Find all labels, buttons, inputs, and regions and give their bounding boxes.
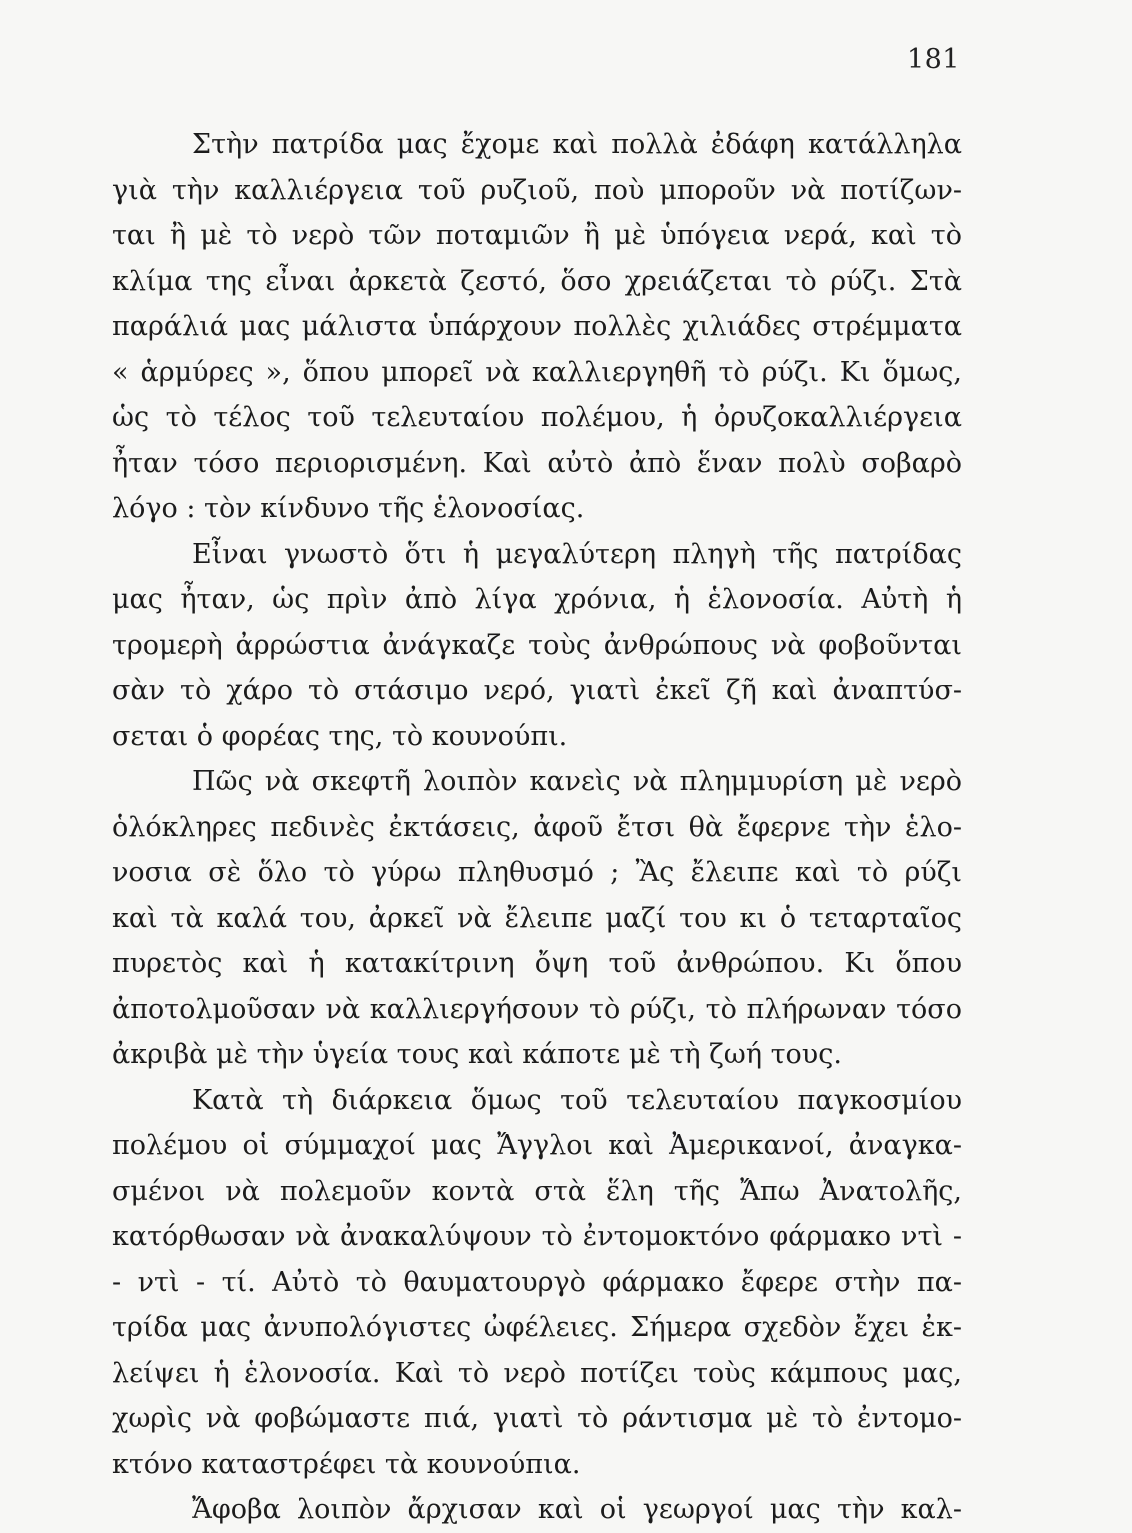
text-line: ὁλόκληρες πεδινὲς ἐκτάσεις, ἀφοῦ ἔτσι θὰ ἔφερνε τὴν ἑλο- — [112, 811, 962, 843]
text-line: Πῶς νὰ σκεφτῆ λοιπὸν κανεὶς νὰ πλημμυρίση μὲ νερὸ — [192, 766, 962, 797]
text-line: σεται ὁ φορέας της, τὸ κουνούπι. — [112, 720, 568, 752]
text-line: - ντὶ - τί. Αὐτὸ τὸ θαυματουργὸ φάρμακο ἔφερε στὴν πα- — [112, 1266, 962, 1298]
text-line: κατόρθωσαν νὰ ἀνακαλύψουν τὸ ἐντομοκτόνο φάρμακο ντὶ - — [112, 1221, 962, 1252]
text-line: νοσια σὲ ὅλο τὸ γύρω πληθυσμό ; Ἂς ἔλειπε καὶ τὸ ρύζι — [112, 857, 962, 888]
text-line: Στὴν πατρίδα μας ἔχομε καὶ πολλὰ ἐδάφη κατάλληλα — [192, 129, 962, 160]
text-line: πολέμου οἱ σύμμαχοί μας Ἄγγλοι καὶ Ἀμερικανοί, ἀναγκα- — [112, 1130, 962, 1161]
text-line: Κατὰ τὴ διάρκεια ὅμως τοῦ τελευταίου παγκοσμίου — [192, 1084, 962, 1116]
text-line: ται ἢ μὲ τὸ νερὸ τῶν ποταμιῶν ἢ μὲ ὑπόγεια νερά, καὶ τὸ — [112, 220, 962, 251]
text-line: τρίδα μας ἀνυπολόγιστες ὠφέλειες. Σήμερα σχεδὸν ἔχει ἐκ- — [112, 1312, 962, 1343]
text-line: μας ἦταν, ὡς πρὶν ἀπὸ λίγα χρόνια, ἡ ἑλονοσία. Αὐτὴ ἡ — [112, 584, 962, 615]
text-line: παράλιά μας μάλιστα ὑπάρχουν πολλὲς χιλιάδες στρέμματα — [112, 311, 962, 342]
text-line: ἦταν τόσο περιορισμένη. Καὶ αὐτὸ ἀπὸ ἕναν πολὺ σοβαρὸ — [112, 447, 962, 479]
text-line: « ἁρμύρες », ὅπου μπορεῖ νὰ καλλιεργηθῆ τὸ ρύζι. Κι ὅμως, — [112, 356, 962, 388]
text-line: σὰν τὸ χάρο τὸ στάσιμο νερό, γιατὶ ἐκεῖ ζῆ καὶ ἀναπτύσ- — [112, 675, 962, 706]
text-line: λόγο : τὸν κίνδυνο τῆς ἑλονοσίας. — [112, 493, 585, 524]
text-line: χωρὶς νὰ φοβώμαστε πιά, γιατὶ τὸ ράντισμα μὲ τὸ ἐντομο- — [112, 1403, 962, 1434]
body-text — [112, 122, 962, 1533]
text-line: Εἶναι γνωστὸ ὅτι ἡ μεγαλύτερη πληγὴ τῆς πατρίδας — [192, 538, 962, 570]
text-line: πυρετὸς καὶ ἡ κατακίτρινη ὄψη τοῦ ἀνθρώπου. Κι ὅπου — [112, 948, 962, 979]
text-line: σμένοι νὰ πολεμοῦν κοντὰ στὰ ἕλη τῆς Ἄπω Ἀνατολῆς, — [112, 1175, 962, 1207]
text-line: κλίμα της εἶναι ἀρκετὰ ζεστό, ὅσο χρειάζεται τὸ ρύζι. Στὰ — [112, 265, 962, 297]
text-line: ἀποτολμοῦσαν νὰ καλλιεργήσουν τὸ ρύζι, τὸ πλήρωναν τόσο — [112, 993, 962, 1025]
text-line: ἀκριβὰ μὲ τὴν ὑγεία τους καὶ κάποτε μὲ τὴ ζωή τους. — [112, 1039, 842, 1070]
text-line: καὶ τὰ καλά του, ἀρκεῖ νὰ ἔλειπε μαζί του κι ὁ τεταρταῖος — [112, 902, 962, 934]
text-line: λείψει ἡ ἑλονοσία. Καὶ τὸ νερὸ ποτίζει τοὺς κάμπους μας, — [112, 1357, 962, 1389]
text-line: τρομερὴ ἀρρώστια ἀνάγκαζε τοὺς ἀνθρώπους νὰ φοβοῦνται — [112, 629, 962, 661]
page-number: 181 — [906, 44, 960, 75]
text-line: Ἄφοβα λοιπὸν ἄρχισαν καὶ οἱ γεωργοί μας τὴν καλ- — [192, 1494, 962, 1525]
text-line: κτόνο καταστρέφει τὰ κουνούπια. — [112, 1448, 581, 1480]
text-line: γιὰ τὴν καλλιέργεια τοῦ ρυζιοῦ, ποὺ μποροῦν νὰ ποτίζων- — [112, 174, 962, 206]
text-line: ὡς τὸ τέλος τοῦ τελευταίου πολέμου, ἡ ὀρυζοκαλλιέργεια — [112, 402, 962, 433]
